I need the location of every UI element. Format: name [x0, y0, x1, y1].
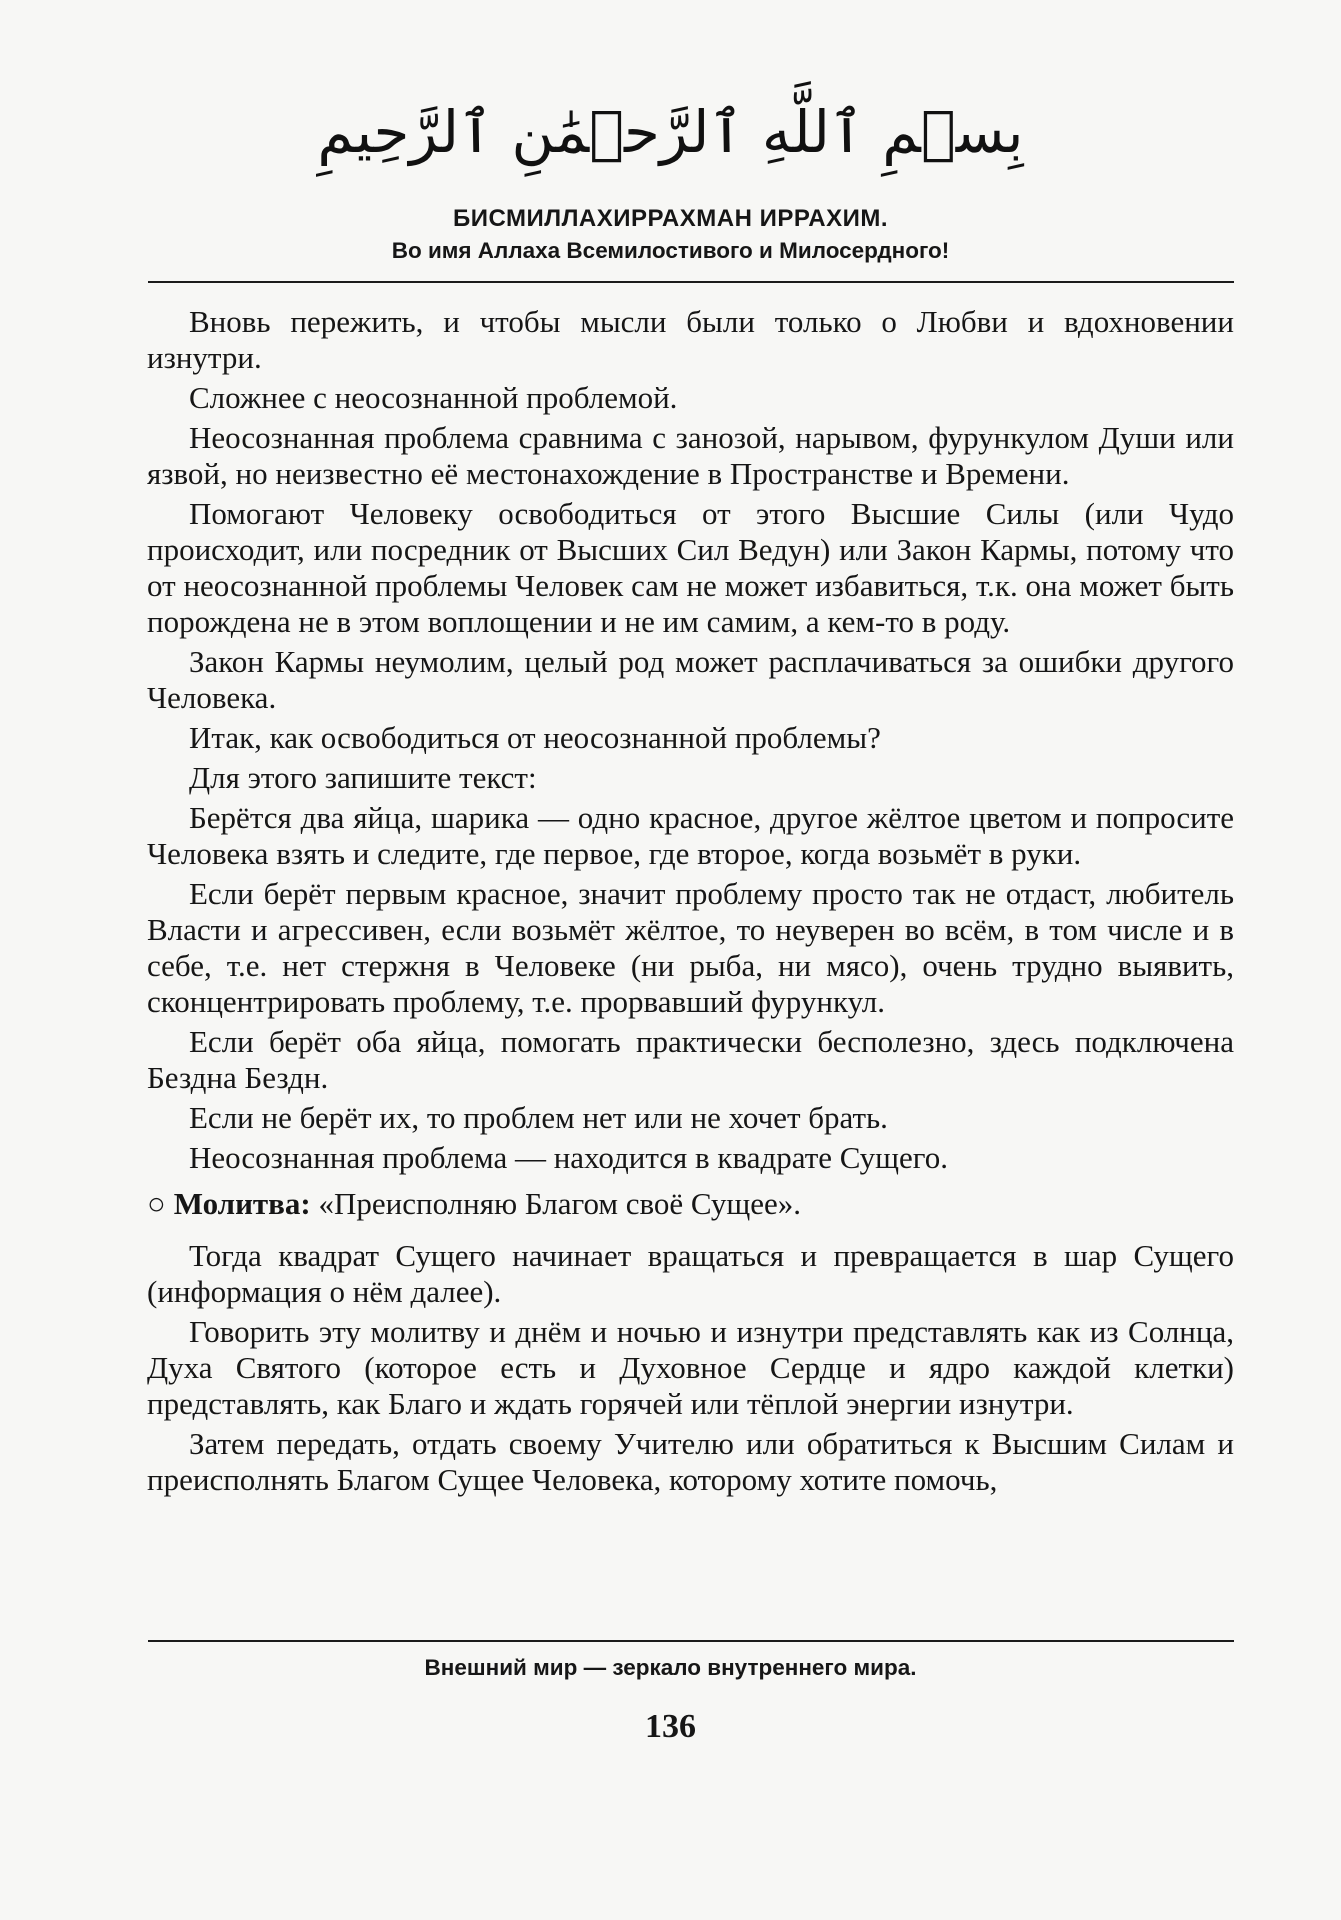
header-divider — [148, 281, 1234, 283]
basmala-calligraphy: بِسۡمِ ٱللَّهِ ٱلرَّحۡمَٰنِ ٱلرَّحِيمِ — [317, 98, 1024, 166]
paragraph: Закон Кармы неумолим, целый род может расплачиваться за ошибки другого Человека. — [147, 644, 1234, 715]
page-number: 136 — [645, 1708, 696, 1745]
paragraph: Если берёт первым красное, значит проблему просто так не отдаст, любитель Власти и агрессивен, если возьмёт жёлтое, то неуверен во всём, в том числе и в себе, т.е. нет стержня в Человеке (ни рыба, ни мясо), очень трудно выявить, сконцентрировать проблему, т.е. прорвавший фурункул. — [147, 876, 1234, 1019]
paragraph: Для этого запишите текст: — [189, 760, 537, 795]
paragraph: Вновь пережить, и чтобы мысли были только о Любви и вдохновении изнутри. — [147, 304, 1234, 375]
paragraph: Если берёт оба яйца, помогать практически бесполезно, здесь подключена Бездна Бездн. — [147, 1024, 1234, 1095]
paragraph: Неосознанная проблема — находится в квадрате Сущего. — [189, 1140, 948, 1175]
paragraph: Берётся два яйца, шарика — одно красное, другое жёлтое цветом и попросите Человека взять и следите, где первое, где второе, когда возьмёт в руки. — [147, 800, 1234, 871]
page-header-title: БИСМИЛЛАХИРРАХМАН ИРРАХИМ. — [452, 205, 888, 232]
prayer-label: Молитва: — [173, 1186, 311, 1221]
page-header-subtitle: Во имя Аллаха Всемилостивого и Милосердного! — [391, 238, 950, 263]
paragraph: Говорить эту молитву и днём и ночью и изнутри представлять как из Солнца, Духа Святого (которое есть и Духовное Сердце и ядро каждой клетки) представлять, как Благо и ждать горячей или тёплой энергии изнутри. — [147, 1314, 1234, 1421]
prayer-line — [147, 1186, 1234, 1222]
paragraph: Тогда квадрат Сущего начинает вращаться и превращается в шар Сущего (информация о нём далее). — [147, 1238, 1234, 1309]
paragraph: Помогают Человеку освободиться от этого Высшие Силы (или Чудо происходит, или посредник от Высших Сил Ведун) или Закон Кармы, потому что от неосознанной проблемы Человек сам не может избавиться, т.к. она может быть порождена не в этом воплощении и не им самим, а кем-то в роду. — [147, 496, 1234, 639]
paragraph: Затем передать, отдать своему Учителю или обратиться к Высшим Силам и преисполнять Благом Сущее Человека, которому хотите помочь, — [147, 1426, 1234, 1497]
paragraph: Итак, как освободиться от неосознанной проблемы? — [189, 720, 881, 755]
circle-bullet-icon: ○ — [147, 1186, 166, 1221]
prayer-text: «Преисполняю Благом своё Сущее». — [318, 1186, 801, 1221]
page-body-text — [147, 304, 1234, 1502]
footer-quote: Внешний мир — зеркало внутреннего мира. — [424, 1655, 917, 1680]
paragraph: Если не берёт их, то проблем нет или не хочет брать. — [189, 1100, 888, 1135]
paragraph: Сложнее с неосознанной проблемой. — [189, 380, 678, 415]
paragraph: Неосознанная проблема сравнима с занозой, нарывом, фурункулом Души или язвой, но неизвестно её местонахождение в Пространстве и Времени. — [147, 420, 1234, 491]
footer-divider — [148, 1640, 1234, 1642]
